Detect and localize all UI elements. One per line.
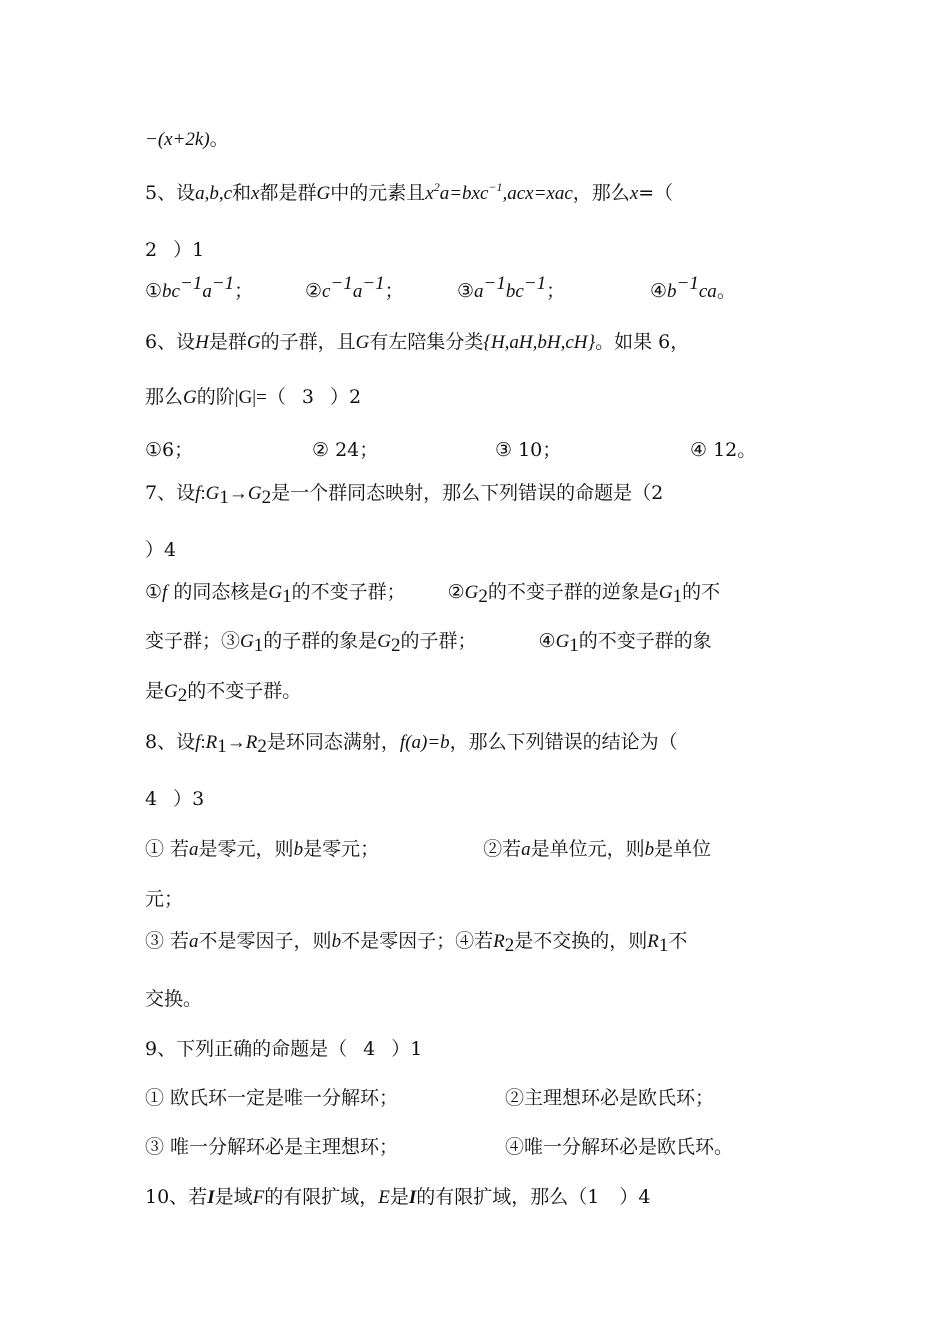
math-a: a bbox=[189, 839, 199, 860]
q6-option-2: ② 24； bbox=[312, 439, 379, 461]
q6-option-3: ③ 10； bbox=[495, 439, 562, 461]
text: 是 bbox=[145, 680, 165, 702]
sub: 1 bbox=[282, 586, 292, 607]
math-a: a bbox=[521, 839, 531, 860]
text: 元； bbox=[145, 888, 184, 910]
q5-eq-sup-2: 2 bbox=[433, 180, 440, 194]
option-math: a bbox=[474, 281, 484, 302]
text: 是零元，则 bbox=[198, 838, 294, 860]
q8-sub-2: 2 bbox=[257, 736, 267, 757]
option-math: b bbox=[667, 281, 677, 302]
q7-text-2: 是一个群同态映射，那么下列错误的命题是（2 bbox=[271, 482, 664, 504]
period: 。 bbox=[209, 128, 229, 150]
q6-text-3: 的子群，且 bbox=[260, 331, 356, 353]
q8-options-line-1 bbox=[145, 836, 711, 863]
q9-text: 9、下列正确的命题是（ 4 ）1 bbox=[145, 1038, 423, 1060]
q7-math-G-2: G bbox=[247, 483, 262, 504]
q8-math-f: f bbox=[195, 732, 201, 753]
sub: 1 bbox=[658, 935, 669, 956]
text: 的不变子群； bbox=[291, 581, 406, 603]
q5-eq-part: a=bxc bbox=[439, 183, 489, 204]
q5-text-3: 都是群 bbox=[259, 182, 317, 204]
q5-math-abc: a,b,c bbox=[195, 183, 233, 204]
text: 交换。 bbox=[145, 988, 203, 1010]
text: ②若 bbox=[483, 838, 522, 860]
q6-text-4: 有左陪集分类 bbox=[369, 331, 484, 353]
text: 不是零因子；④若 bbox=[341, 930, 494, 952]
q7-math-G: G bbox=[205, 483, 220, 504]
math-G: G bbox=[464, 582, 479, 603]
q7-options-line-2 bbox=[145, 628, 712, 655]
q5-text-5: ，那么 bbox=[572, 182, 630, 204]
q8-colon: : bbox=[200, 732, 206, 753]
math-G: G bbox=[268, 582, 283, 603]
option-end: ； bbox=[546, 280, 566, 302]
q10-math-E: E bbox=[378, 1187, 390, 1208]
text: 不 bbox=[668, 930, 688, 952]
q5-option-1 bbox=[145, 273, 254, 305]
text: 的子群； bbox=[400, 630, 477, 652]
q7-arrow: → bbox=[228, 483, 248, 504]
option-marker: ④ bbox=[650, 280, 668, 302]
q6b-math-G: G bbox=[183, 387, 197, 408]
q9-option-2: ②主理想环必是欧氏环； bbox=[505, 1087, 715, 1109]
text: 的不变子群。 bbox=[187, 680, 302, 702]
q8-arrow: → bbox=[226, 732, 246, 753]
q7-colon: : bbox=[200, 483, 206, 504]
q5-eq-sup-inv: −1 bbox=[488, 180, 503, 194]
q5-math-G: G bbox=[316, 183, 331, 204]
q7-text-1: 7、设 bbox=[145, 482, 196, 504]
math-R: R bbox=[647, 931, 659, 952]
option-marker: ④ bbox=[538, 630, 556, 652]
option-math: ca bbox=[698, 281, 717, 302]
q9-option-3: ③ 唯一分解环必是主理想环； bbox=[145, 1136, 399, 1158]
text: 是零元； bbox=[303, 838, 380, 860]
q10-text-5: 的有限扩域，那么（1 ）4 bbox=[416, 1186, 651, 1208]
q6-text-2: 是群 bbox=[208, 331, 247, 353]
text: 的同态核是 bbox=[167, 581, 269, 603]
option-math: a bbox=[352, 281, 363, 302]
text: ③ 若 bbox=[145, 930, 190, 952]
q7-options-line-1 bbox=[145, 579, 720, 606]
q9-option-1: ① 欧氏环一定是唯一分解环； bbox=[145, 1087, 399, 1109]
q9-option-4: ④唯一分解环必是欧氏环。 bbox=[505, 1136, 734, 1158]
text: 不是零因子，则 bbox=[198, 930, 332, 952]
option-sup: −1 bbox=[523, 273, 547, 294]
q6b-text-2: 的阶 bbox=[196, 386, 235, 408]
question-6 bbox=[145, 329, 689, 356]
q6-option-4: ④ 12。 bbox=[690, 439, 757, 461]
q8-math-R: R bbox=[205, 732, 218, 753]
sub: 2 bbox=[478, 586, 488, 607]
q6-coset-set: {H,aH,bH,cH} bbox=[483, 332, 596, 353]
text: 的不变子群的逆象是 bbox=[487, 581, 659, 603]
q6b-text-1: 那么 bbox=[145, 386, 184, 408]
math-expression: −(x+2k) bbox=[145, 129, 210, 150]
q8-sub-1: 1 bbox=[217, 736, 227, 757]
q5-eq-part-2: ,acx=xac bbox=[502, 183, 573, 204]
q6b-order: |G|= bbox=[234, 387, 267, 408]
q5-text-2: 和 bbox=[232, 182, 252, 204]
math-G: G bbox=[377, 631, 391, 652]
question-7 bbox=[145, 480, 663, 507]
q7-sub-2: 2 bbox=[261, 487, 272, 508]
math-G: G bbox=[164, 681, 178, 702]
q10-math-I-2: I bbox=[408, 1187, 417, 1208]
sub: 2 bbox=[391, 635, 401, 656]
q5-answer-line bbox=[145, 237, 204, 263]
math-R: R bbox=[493, 931, 505, 952]
q8-math-R-2: R bbox=[245, 732, 258, 753]
q7-options-line-3 bbox=[145, 678, 301, 705]
q6-math-G-2: G bbox=[355, 332, 370, 353]
question-9 bbox=[145, 1036, 422, 1062]
option-math: bc bbox=[505, 281, 524, 302]
text: 变子群；③ bbox=[145, 630, 241, 652]
q5-option-2 bbox=[305, 273, 404, 305]
option-sup: −1 bbox=[483, 273, 506, 294]
math-G: G bbox=[240, 631, 254, 652]
q10-text-3: 的有限扩域， bbox=[264, 1186, 379, 1208]
q5-math-x-2: x bbox=[629, 183, 639, 204]
q5-option-4 bbox=[650, 273, 736, 305]
q6b-answer: （ 3 ）2 bbox=[266, 386, 362, 408]
question-6-continued bbox=[145, 384, 361, 411]
q5-text-4: 中的元素且 bbox=[330, 182, 426, 204]
option-marker: ① bbox=[145, 280, 163, 302]
q7-math-f: f bbox=[195, 483, 201, 504]
text: 的不 bbox=[682, 581, 721, 603]
sub: 2 bbox=[177, 685, 188, 706]
q6-option-1: ①6； bbox=[145, 439, 194, 461]
question-8 bbox=[145, 729, 678, 756]
q10-text-1: 10、若 bbox=[145, 1186, 208, 1208]
sub: 1 bbox=[672, 586, 683, 607]
q5-option-3 bbox=[457, 273, 566, 305]
q7-sub-1: 1 bbox=[219, 487, 229, 508]
option-math: a bbox=[202, 281, 212, 302]
q6-math-G: G bbox=[246, 332, 261, 353]
q7-answer: ）4 bbox=[145, 539, 177, 561]
q8-options-line-4 bbox=[145, 986, 202, 1012]
q8-text-2: 是环同态满射， bbox=[266, 731, 400, 753]
option-sup: −1 bbox=[330, 273, 353, 294]
q8-text-1: 8、设 bbox=[145, 731, 196, 753]
sub: 1 bbox=[569, 635, 579, 656]
q10-text-4: 是 bbox=[389, 1186, 409, 1208]
q6-math-H: H bbox=[195, 332, 209, 353]
math-b: b bbox=[331, 931, 342, 952]
q5-equation bbox=[425, 180, 573, 204]
option-sup: −1 bbox=[362, 273, 385, 294]
sub: 1 bbox=[253, 635, 264, 656]
option-math: c bbox=[322, 281, 331, 302]
math-G: G bbox=[555, 631, 570, 652]
q5-math-x: x bbox=[251, 183, 260, 204]
q5-text-6: =（ bbox=[638, 182, 674, 204]
q8-text-3: ，那么下列错误的结论为（ bbox=[449, 731, 678, 753]
option-end: 。 bbox=[716, 280, 736, 302]
text: 是单位 bbox=[654, 838, 712, 860]
option-marker: ① bbox=[145, 581, 163, 603]
option-sup: −1 bbox=[179, 273, 203, 294]
text: 的不变子群的象 bbox=[578, 630, 712, 652]
sub: 2 bbox=[504, 935, 515, 956]
option-end: ； bbox=[384, 280, 404, 302]
text: ① 若 bbox=[145, 838, 190, 860]
option-marker: ② bbox=[447, 581, 465, 603]
option-marker: ③ bbox=[457, 280, 475, 302]
option-sup: −1 bbox=[676, 273, 699, 294]
q10-math-I: I bbox=[207, 1187, 215, 1208]
q5-text-1: 5、设 bbox=[145, 182, 196, 204]
q6-text-5: 。如果 6， bbox=[595, 331, 690, 353]
question-10 bbox=[145, 1184, 650, 1211]
line-formula-continuation bbox=[145, 126, 229, 153]
text: 的子群的象是 bbox=[263, 630, 378, 652]
q7-answer-line bbox=[145, 537, 176, 563]
option-math: bc bbox=[162, 281, 180, 302]
q6-text-1: 6、设 bbox=[145, 331, 196, 353]
q8-options-line-2 bbox=[145, 886, 183, 912]
q10-text-2: 是域 bbox=[214, 1186, 253, 1208]
option-marker: ② bbox=[305, 280, 323, 302]
q8-math-fa: f(a)=b bbox=[399, 732, 450, 753]
q8-answer: 4 ）3 bbox=[145, 788, 205, 810]
q8-answer-line bbox=[145, 786, 204, 812]
math-f: f bbox=[162, 582, 168, 603]
math-G: G bbox=[658, 582, 673, 603]
question-5 bbox=[145, 180, 673, 207]
q5-eq-x: x bbox=[425, 183, 434, 204]
math-b: b bbox=[293, 839, 304, 860]
option-sup: −1 bbox=[211, 273, 235, 294]
q10-math-F: F bbox=[252, 1187, 265, 1208]
math-a: a bbox=[189, 931, 199, 952]
q5-answer: 2 ）1 bbox=[145, 239, 205, 261]
text: 是不交换的，则 bbox=[514, 930, 648, 952]
q8-options-line-3 bbox=[145, 928, 687, 955]
option-end: ； bbox=[234, 280, 254, 302]
math-b: b bbox=[644, 839, 655, 860]
text: 是单位元，则 bbox=[530, 838, 645, 860]
